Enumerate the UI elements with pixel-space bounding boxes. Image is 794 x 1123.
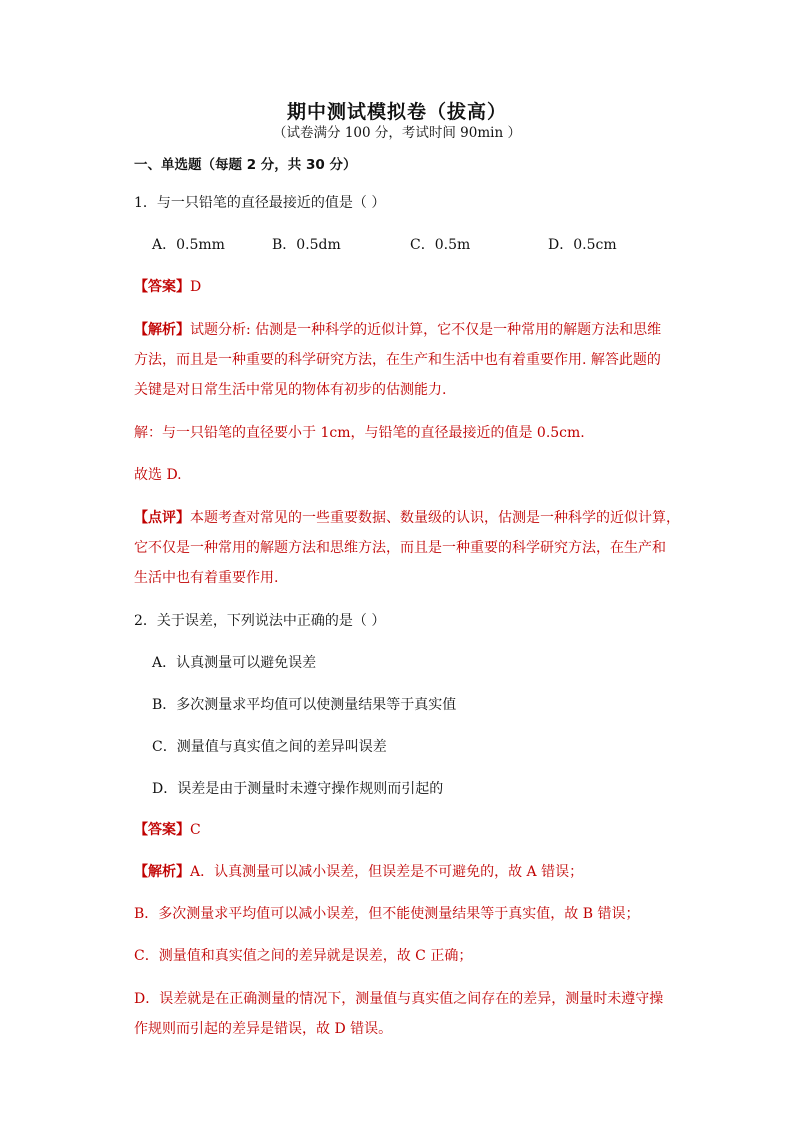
page-title: 期中测试模拟卷（拔高） [286,101,507,123]
question-1-stem: 1．与一只铅笔的直径最接近的值是（ ） [134,195,386,211]
question-1-choose: 故选 D. [134,467,182,483]
page-subtitle: （试卷满分 100 分，考试时间 90min ） [273,125,521,141]
question-1-analysis-line-3: 关键是对日常生活中常见的物体有初步的估测能力. [134,382,447,398]
answer-value: C [190,822,201,838]
answer-tag: 【答案】 [134,822,190,838]
question-2-analysis-line-4: D．误差就是在正确测量的情况下，测量值与真实值之间存在的差异，测量时未遵守操 [134,991,664,1007]
analysis-text: A．认真测量可以减小误差，但误差是不可避免的，故 A 错误； [190,864,584,880]
question-1-analysis-line-1 [134,320,661,340]
question-2-option-a: A．认真测量可以避免误差 [152,655,317,671]
question-2-option-b: B．多次测量求平均值可以使测量结果等于真实值 [152,697,457,713]
question-1-comment-line-3: 生活中也有着重要作用. [134,570,279,586]
comment-text: 本题考查对常见的一些重要数据、数量级的认识，估测是一种科学的近似计算， [190,510,680,526]
analysis-tag: 【解析】 [134,864,190,880]
question-1-comment-line-2: 它不仅是一种常用的解题方法和思维方法，而且是一种重要的科学研究方法，在生产和 [134,540,666,556]
analysis-tag: 【解析】 [134,322,190,338]
answer-value: D [190,279,202,295]
question-2-analysis-line-1 [134,862,583,882]
question-1-analysis-line-2: 方法，而且是一种重要的科学研究方法，在生产和生活中也有着重要作用. 解答此题的 [134,352,661,368]
question-1-option-d: D．0.5cm [548,237,617,253]
question-1-option-c: C．0.5m [410,237,471,253]
question-2-analysis-line-3: C．测量值和真实值之间的差异就是误差，故 C 正确； [134,948,473,964]
question-2-stem: 2．关于误差，下列说法中正确的是（ ） [134,613,386,629]
question-2-analysis-line-2: B．多次测量求平均值可以减小误差，但不能使测量结果等于真实值，故 B 错误； [134,906,640,922]
question-1-solution: 解：与一只铅笔的直径要小于 1cm，与铅笔的直径最接近的值是 0.5cm. [134,425,585,441]
section-heading: 一、单选题（每题 2 分，共 30 分） [134,157,357,173]
question-2-analysis-line-5: 作规则而引起的差异是错误，故 D 错误。 [134,1021,393,1037]
analysis-text: 试题分析: 估测是一种科学的近似计算，它不仅是一种常用的解题方法和思维 [190,322,662,338]
question-2-option-c: C．测量值与真实值之间的差异叫误差 [152,739,387,755]
question-1-answer [134,277,201,297]
answer-tag: 【答案】 [134,279,190,295]
comment-tag: 【点评】 [134,510,190,526]
question-1-option-b: B．0.5dm [272,237,341,253]
question-1-comment-line-1 [134,508,680,528]
question-2-answer [134,820,201,840]
question-2-option-d: D．误差是由于测量时未遵守操作规则而引起的 [152,781,444,797]
question-1-option-a: A．0.5mm [152,237,225,253]
